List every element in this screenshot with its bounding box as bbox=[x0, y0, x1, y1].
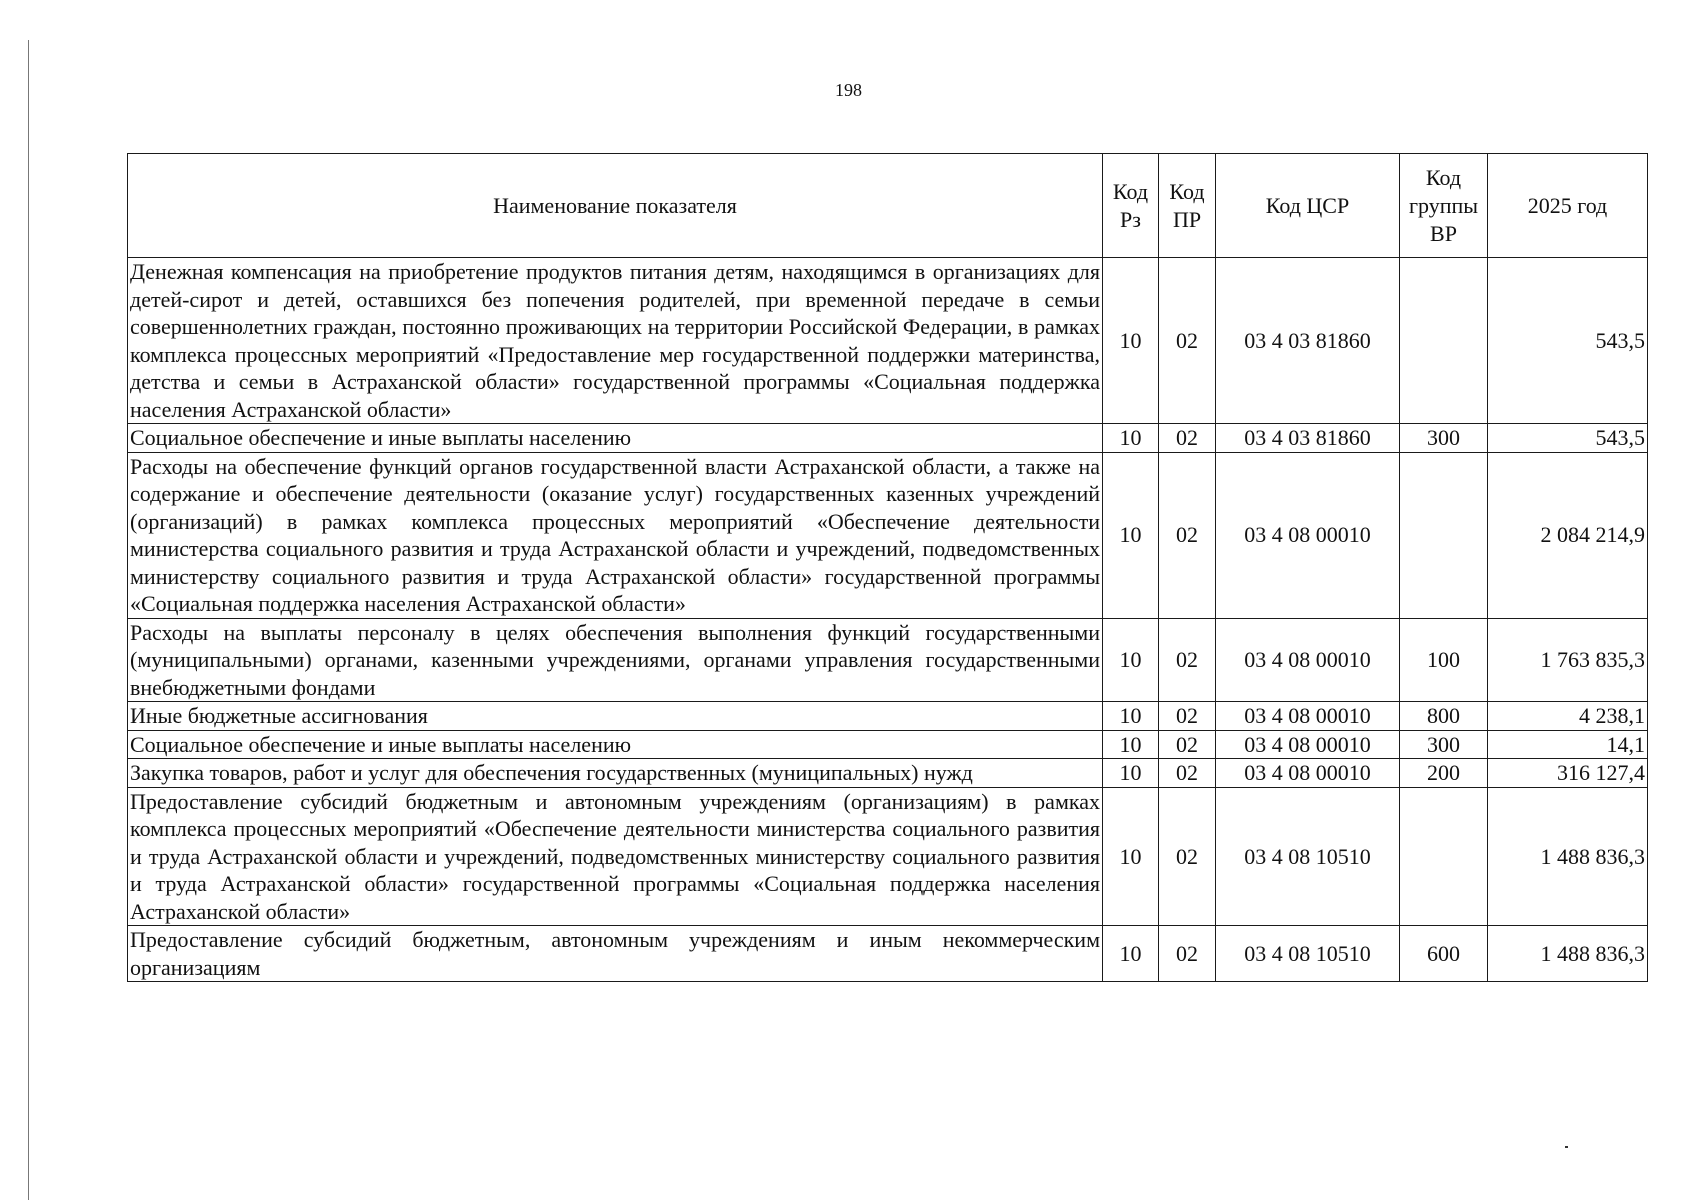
row-csr: 03 4 08 00010 bbox=[1216, 452, 1400, 618]
row-amount: 4 238,1 bbox=[1488, 702, 1648, 731]
row-rz: 10 bbox=[1103, 618, 1159, 702]
header-year: 2025 год bbox=[1488, 154, 1648, 258]
table-row bbox=[128, 424, 1648, 453]
header-pr: Код ПР bbox=[1159, 154, 1216, 258]
table-row bbox=[128, 452, 1648, 618]
budget-table bbox=[127, 153, 1648, 982]
page-number: 198 bbox=[835, 80, 862, 100]
row-rz: 10 bbox=[1103, 702, 1159, 731]
row-vr: 200 bbox=[1400, 759, 1488, 788]
row-rz: 10 bbox=[1103, 424, 1159, 453]
row-vr bbox=[1400, 258, 1488, 424]
row-amount: 2 084 214,9 bbox=[1488, 452, 1648, 618]
row-name: Предоставление субсидий бюджетным, автономным учреждениям и иным некоммерческим организациям bbox=[128, 926, 1103, 982]
row-pr: 02 bbox=[1159, 759, 1216, 788]
row-vr: 600 bbox=[1400, 926, 1488, 982]
row-csr: 03 4 08 00010 bbox=[1216, 730, 1400, 759]
table-row bbox=[128, 702, 1648, 731]
row-amount: 1 488 836,3 bbox=[1488, 787, 1648, 926]
row-rz: 10 bbox=[1103, 787, 1159, 926]
row-name: Расходы на выплаты персоналу в целях обеспечения выполнения функций государственными (муниципальными) органами, казенными учреждениями, органами управления государственными внебюджетными фондами bbox=[128, 618, 1103, 702]
row-amount: 14,1 bbox=[1488, 730, 1648, 759]
row-vr: 300 bbox=[1400, 424, 1488, 453]
row-rz: 10 bbox=[1103, 452, 1159, 618]
row-amount: 1 763 835,3 bbox=[1488, 618, 1648, 702]
row-name: Расходы на обеспечение функций органов государственной власти Астраханской области, а также на содержание и обеспечение деятельности (оказание услуг) государственных казенных учреждений (организаций) в рамках комплекса процессных мероприятий «Обеспечение деятельности министерства социального развития и труда Астраханской области и учреждений, подведомственных министерству социального развития и труда Астраханской области» государственной программы «Социальная поддержка населения Астраханской области» bbox=[128, 452, 1103, 618]
row-vr: 300 bbox=[1400, 730, 1488, 759]
row-name: Денежная компенсация на приобретение продуктов питания детям, находящимся в организациях для детей-сирот и детей, оставшихся без попечения родителей, при временной передаче в семьи совершеннолетних граждан, постоянно проживающих на территории Российской Федерации, в рамках комплекса процессных мероприятий «Предоставление мер государственной поддержки материнства, детства и семьи в Астраханской области» государственной программы «Социальная поддержка населения Астраханской области» bbox=[128, 258, 1103, 424]
row-name: Иные бюджетные ассигнования bbox=[128, 702, 1103, 731]
table-row bbox=[128, 787, 1648, 926]
row-pr: 02 bbox=[1159, 618, 1216, 702]
scan-speck bbox=[1565, 1146, 1568, 1148]
row-csr: 03 4 08 00010 bbox=[1216, 618, 1400, 702]
row-csr: 03 4 03 81860 bbox=[1216, 258, 1400, 424]
row-csr: 03 4 08 10510 bbox=[1216, 926, 1400, 982]
header-rz: Код Рз bbox=[1103, 154, 1159, 258]
row-pr: 02 bbox=[1159, 926, 1216, 982]
row-vr: 800 bbox=[1400, 702, 1488, 731]
header-csr: Код ЦСР bbox=[1216, 154, 1400, 258]
row-vr: 100 bbox=[1400, 618, 1488, 702]
row-vr bbox=[1400, 787, 1488, 926]
row-name: Социальное обеспечение и иные выплаты населению bbox=[128, 424, 1103, 453]
row-pr: 02 bbox=[1159, 702, 1216, 731]
row-pr: 02 bbox=[1159, 258, 1216, 424]
row-name: Закупка товаров, работ и услуг для обеспечения государственных (муниципальных) нужд bbox=[128, 759, 1103, 788]
row-amount: 543,5 bbox=[1488, 258, 1648, 424]
row-rz: 10 bbox=[1103, 258, 1159, 424]
table-row bbox=[128, 926, 1648, 982]
row-rz: 10 bbox=[1103, 926, 1159, 982]
binding-margin-line bbox=[28, 40, 29, 1200]
table-row bbox=[128, 618, 1648, 702]
row-name: Предоставление субсидий бюджетным и автономным учреждениям (организациям) в рамках комплекса процессных мероприятий «Обеспечение деятельности министерства социального развития и труда Астраханской области и учреждений, подведомственных министерству социального развития и труда Астраханской области» государственной программы «Социальная поддержка населения Астраханской области» bbox=[128, 787, 1103, 926]
header-name: Наименование показателя bbox=[128, 154, 1103, 258]
row-csr: 03 4 03 81860 bbox=[1216, 424, 1400, 453]
table-row bbox=[128, 759, 1648, 788]
row-vr bbox=[1400, 452, 1488, 618]
header-vr: Код группы ВР bbox=[1400, 154, 1488, 258]
table-header-row bbox=[128, 154, 1648, 258]
table-row bbox=[128, 730, 1648, 759]
row-amount: 316 127,4 bbox=[1488, 759, 1648, 788]
row-name: Социальное обеспечение и иные выплаты населению bbox=[128, 730, 1103, 759]
row-pr: 02 bbox=[1159, 730, 1216, 759]
row-amount: 543,5 bbox=[1488, 424, 1648, 453]
row-csr: 03 4 08 00010 bbox=[1216, 702, 1400, 731]
row-rz: 10 bbox=[1103, 730, 1159, 759]
row-amount: 1 488 836,3 bbox=[1488, 926, 1648, 982]
row-pr: 02 bbox=[1159, 787, 1216, 926]
row-pr: 02 bbox=[1159, 424, 1216, 453]
row-csr: 03 4 08 10510 bbox=[1216, 787, 1400, 926]
row-pr: 02 bbox=[1159, 452, 1216, 618]
row-csr: 03 4 08 00010 bbox=[1216, 759, 1400, 788]
table-row bbox=[128, 258, 1648, 424]
row-rz: 10 bbox=[1103, 759, 1159, 788]
